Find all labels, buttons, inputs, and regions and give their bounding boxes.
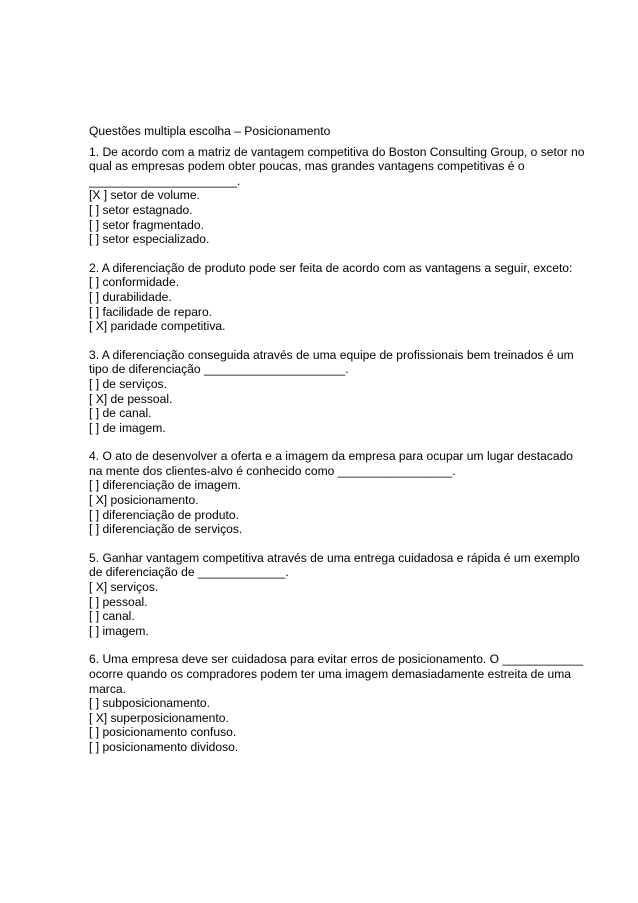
answer-option: [ X] paridade competitiva. bbox=[89, 319, 226, 334]
question-stem: 4. O ato de desenvolver a oferta e a imagem da empresa para ocupar um lugar destacado na mente dos clientes-alvo é conhecido como _________________. bbox=[89, 449, 574, 478]
answer-option: [ ] diferenciação de serviços. bbox=[89, 522, 243, 537]
question-stem: 1. De acordo com a matriz de vantagem competitiva do Boston Consulting Group, o setor no qual as empresas podem obter poucas, mas grandes vantagens competitivas é o ______________________. bbox=[89, 144, 585, 188]
question-block bbox=[89, 261, 589, 334]
answer-option: [ ] setor especializado. bbox=[89, 232, 210, 247]
answer-option: [ ] conformidade. bbox=[89, 275, 180, 290]
answer-option: [ ] subposicionamento. bbox=[89, 696, 211, 711]
question-block bbox=[89, 551, 589, 639]
answer-option: [ X] superposicionamento. bbox=[89, 710, 229, 725]
question-stem: 5. Ganhar vantagem competitiva através de uma entrega cuidadosa e rápida é um exemplo de diferenciação de _____________. bbox=[89, 550, 580, 580]
question-stem: 2. A diferenciação de produto pode ser feita de acordo com as vantagens a seguir, exceto: bbox=[89, 260, 573, 275]
question-block bbox=[89, 145, 589, 247]
answer-options bbox=[89, 478, 589, 536]
question-stem: 3. A diferenciação conseguida através de uma equipe de profissionais bem treinados é um tipo de diferenciação _____________________. bbox=[89, 347, 574, 377]
page-title: Questões multipla escolha – Posicionamento bbox=[89, 124, 331, 138]
question-stem: 6. Uma empresa deve ser cuidadosa para evitar erros de posicionamento. O ____________ ocorre quando os compradores podem ter uma imagem demasiadamente estreita de uma marca. bbox=[89, 652, 584, 696]
answer-option: [ ] de serviços. bbox=[89, 376, 167, 391]
answer-option: [ ] canal. bbox=[89, 609, 135, 624]
answer-option: [ X] serviços. bbox=[89, 580, 159, 595]
question-block bbox=[89, 449, 589, 537]
question-block bbox=[89, 652, 589, 754]
answer-options bbox=[89, 377, 589, 435]
answer-option: [ ] durabilidade. bbox=[89, 289, 172, 304]
answer-option: [ ] de canal. bbox=[89, 406, 152, 421]
answer-option: [ ] pessoal. bbox=[89, 594, 148, 609]
answer-option: [ ] de imagem. bbox=[89, 420, 166, 435]
answer-option: [ ] setor estagnado. bbox=[89, 202, 193, 217]
answer-option: [ X] posicionamento. bbox=[89, 493, 199, 508]
answer-option: [ ] setor fragmentado. bbox=[89, 217, 204, 232]
answer-option: [ ] posicionamento dividoso. bbox=[89, 739, 239, 754]
answer-option: [ ] diferenciação de produto. bbox=[89, 507, 239, 522]
answer-options bbox=[89, 580, 589, 638]
question-list bbox=[89, 145, 589, 755]
answer-option: [ ] imagem. bbox=[89, 623, 149, 638]
answer-option: [ ] facilidade de reparo. bbox=[89, 304, 213, 319]
document-content bbox=[89, 124, 589, 769]
answer-option: [ ] posicionamento confuso. bbox=[89, 725, 237, 740]
answer-option: [ X] de pessoal. bbox=[89, 391, 173, 406]
answer-options bbox=[89, 275, 589, 333]
answer-options bbox=[89, 188, 589, 246]
answer-option: [X ] setor de volume. bbox=[89, 188, 200, 203]
question-block bbox=[89, 348, 589, 436]
answer-option: [ ] diferenciação de imagem. bbox=[89, 478, 241, 493]
answer-options bbox=[89, 696, 589, 754]
